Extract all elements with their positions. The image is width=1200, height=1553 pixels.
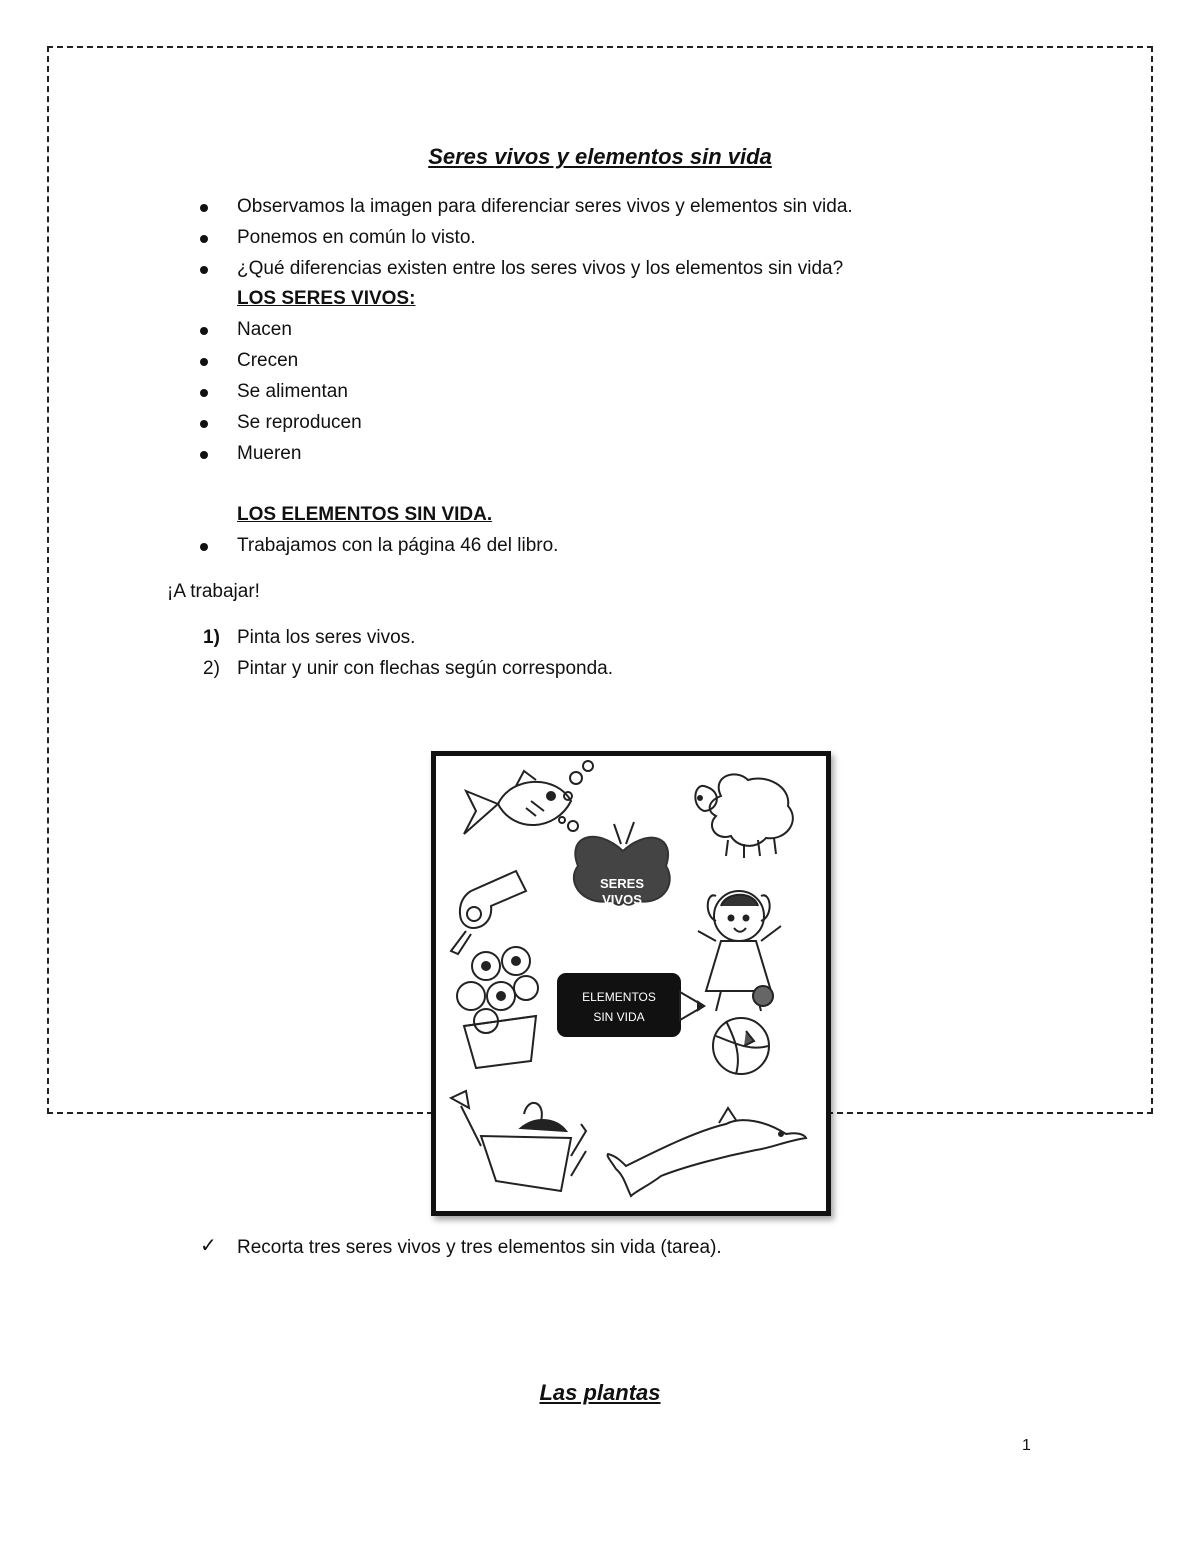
- box-label-line2: SIN VIDA: [593, 1010, 645, 1024]
- bullet-icon: [200, 327, 208, 335]
- doll-drawing: [698, 891, 781, 1011]
- watering-can-drawing: [451, 1091, 586, 1191]
- list-item: Trabajamos con la página 46 del libro.: [237, 534, 558, 558]
- worksheet-illustration: [431, 751, 831, 1216]
- nonliving-heading: LOS ELEMENTOS SIN VIDA.: [237, 504, 493, 525]
- list-item: Se alimentan: [237, 380, 348, 404]
- butterfly-drawing: [574, 822, 670, 907]
- sheep-drawing: [695, 774, 793, 858]
- whistle-drawing: [451, 871, 526, 954]
- elementos-box: [558, 974, 704, 1036]
- bullet-icon: [200, 358, 208, 366]
- list-item: Observamos la imagen para diferenciar seres vivos y elementos sin vida.: [237, 195, 853, 219]
- work-intro: ¡A trabajar!: [167, 581, 260, 602]
- list-item: Crecen: [237, 349, 298, 373]
- list-item: Ponemos en común lo visto.: [237, 226, 476, 250]
- homework-item: ✓ Recorta tres seres vivos y tres elementos sin vida (tarea).: [200, 1235, 722, 1258]
- list-item: Nacen: [237, 318, 292, 342]
- fish-drawing: [464, 761, 593, 834]
- list-item: Mueren: [237, 442, 301, 466]
- check-icon: ✓: [200, 1235, 217, 1257]
- ball-drawing: [713, 1018, 769, 1074]
- next-section-title: Las plantas: [539, 1380, 661, 1405]
- bullet-icon: [200, 543, 208, 551]
- bullet-icon: [200, 204, 208, 212]
- bullet-icon: [200, 451, 208, 459]
- bullet-icon: [200, 235, 208, 243]
- list-item: ¿Qué diferencias existen entre los seres vivos y los elementos sin vida?: [237, 257, 843, 281]
- task-item: 2) Pintar y unir con flechas según corresponda.: [203, 658, 613, 679]
- flower-pot-drawing: [457, 947, 538, 1068]
- butterfly-label-line1: SERES: [599, 876, 645, 891]
- bullet-icon: [200, 420, 208, 428]
- dolphin-drawing: [608, 1108, 806, 1196]
- bullet-icon: [200, 389, 208, 397]
- task-item: 1) Pinta los seres vivos.: [203, 627, 416, 648]
- list-item: Se reproducen: [237, 411, 362, 435]
- bullet-icon: [200, 266, 208, 274]
- page-title: Seres vivos y elementos sin vida: [428, 144, 772, 169]
- living-heading: LOS SERES VIVOS:: [237, 288, 416, 309]
- box-label-line1: ELEMENTOS: [582, 990, 656, 1004]
- butterfly-label-line2: VIVOS: [602, 892, 642, 907]
- page-number: 1: [1022, 1437, 1031, 1454]
